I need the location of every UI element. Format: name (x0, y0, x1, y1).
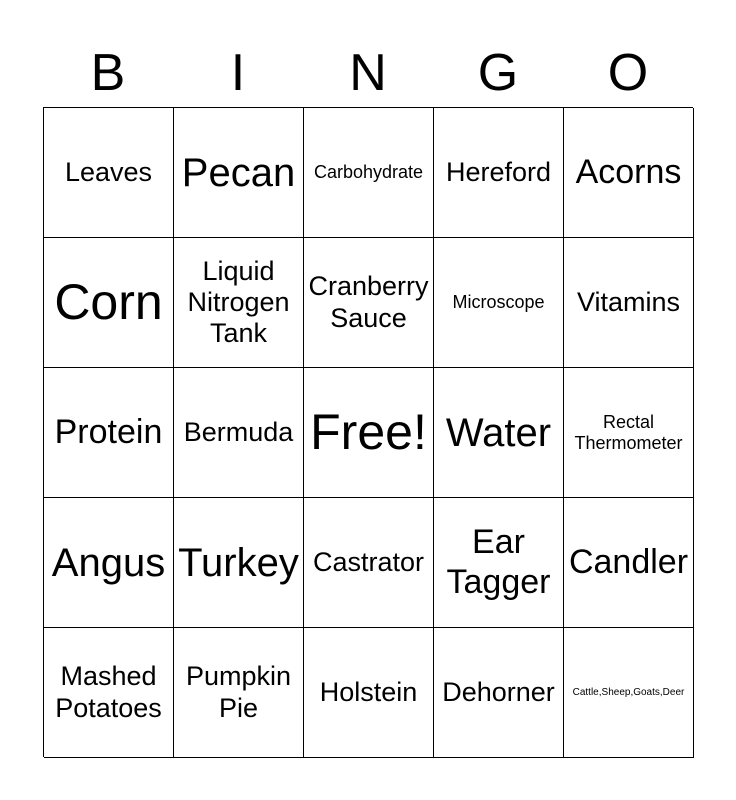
header-letter-i: I (230, 44, 246, 102)
header-letter-o: O (607, 44, 649, 102)
bingo-cell[interactable]: Leaves (44, 108, 174, 238)
free-space-cell[interactable]: Free! (304, 368, 434, 498)
bingo-cell[interactable]: Corn (44, 238, 174, 368)
bingo-cell[interactable]: Turkey (174, 498, 304, 628)
bingo-cell[interactable]: Holstein (304, 628, 434, 758)
bingo-header (43, 40, 693, 106)
bingo-cell[interactable]: Carbohydrate (304, 108, 434, 238)
bingo-cell[interactable]: Angus (44, 498, 174, 628)
bingo-cell[interactable]: Vitamins (564, 238, 694, 368)
bingo-cell[interactable]: Mashed Potatoes (44, 628, 174, 758)
bingo-cell[interactable]: Rectal Thermometer (564, 368, 694, 498)
bingo-cell[interactable]: Ear Tagger (434, 498, 564, 628)
bingo-cell[interactable]: Liquid Nitrogen Tank (174, 238, 304, 368)
header-letter-n: N (349, 44, 387, 102)
bingo-cell[interactable]: Pecan (174, 108, 304, 238)
bingo-cell[interactable]: Candler (564, 498, 694, 628)
bingo-board (43, 107, 693, 757)
bingo-cell[interactable]: Hereford (434, 108, 564, 238)
bingo-cell[interactable]: Pumpkin Pie (174, 628, 304, 758)
header-letter-g: G (477, 44, 519, 102)
bingo-cell[interactable]: Water (434, 368, 564, 498)
bingo-cell[interactable]: Castrator (304, 498, 434, 628)
bingo-cell[interactable]: Cattle,Sheep,Goats,Deer (564, 628, 694, 758)
header-letter-b: B (90, 44, 126, 102)
bingo-cell[interactable]: Bermuda (174, 368, 304, 498)
bingo-cell[interactable]: Dehorner (434, 628, 564, 758)
bingo-cell[interactable]: Protein (44, 368, 174, 498)
bingo-cell[interactable]: Cranberry Sauce (304, 238, 434, 368)
bingo-cell[interactable]: Acorns (564, 108, 694, 238)
bingo-cell[interactable]: Microscope (434, 238, 564, 368)
